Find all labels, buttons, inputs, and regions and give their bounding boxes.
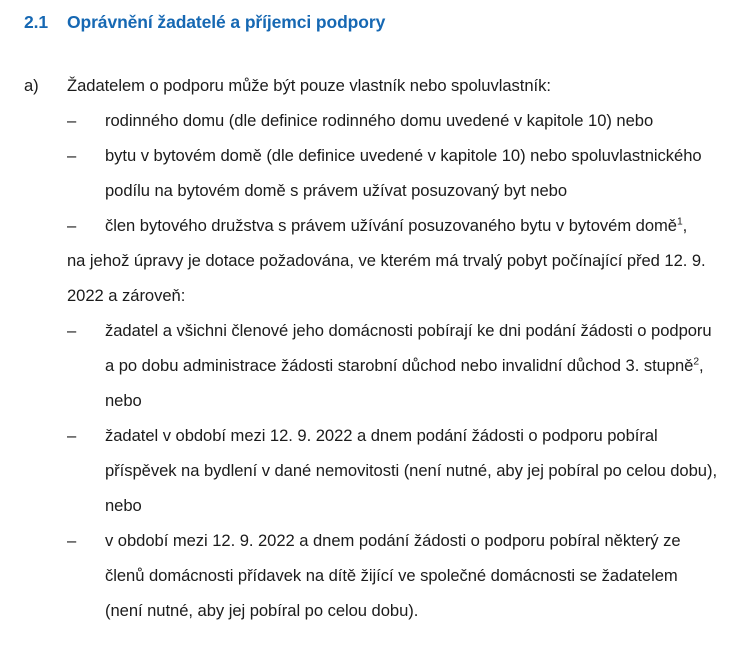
section-number: 2.1 [24,12,49,32]
list-item-text: rodinného domu (dle definice rodinného domu uvedené v kapitole 10) nebo [105,111,654,130]
dash-list-group-1 [67,103,719,243]
list-item [67,208,719,243]
list-item-text-tail: , nebo [105,356,704,410]
footnote-reference-1[interactable]: 1 [676,216,683,228]
list-item-text: v období mezi 12. 9. 2022 a dnem podání žádosti o podporu pobíral některý ze členů domácnosti přídavek na dítě žijící ve společné domácnosti se žadatelem (není nutné, aby jej pobíral po celou dobu). [105,531,681,620]
dash-marker-icon: – [67,146,77,165]
list-item [67,523,719,628]
dash-marker-icon: – [67,111,77,130]
dash-marker-icon: – [67,216,77,235]
list-item-text: žadatel v období mezi 12. 9. 2022 a dnem podání žádosti o podporu pobíral příspěvek na bydlení v dané nemovitosti (není nutné, aby jej pobíral po celou dobu), nebo [105,426,718,515]
list-item-text: bytu v bytovém domě (dle definice uvedené v kapitole 10) nebo spoluvlastnického podílu na bytovém domě s právem užívat posuzovaný byt nebo [105,146,702,200]
list-item-text-main: žadatel a všichni členové jeho domácnosti pobírají ke dni podání žádosti o podporu a po dobu administrace žádosti starobní důchod nebo invalidní důchod 3. stupně [105,321,712,375]
dash-marker-icon: – [67,426,77,445]
section-body [0,68,743,628]
intro-paragraph: Žadatelem o podporu může být pouze vlastník nebo spoluvlastník: [67,76,551,95]
section-heading [24,11,724,33]
middle-paragraph: na jehož úpravy je dotace požadována, ve kterém má trvalý pobyt počínající před 12. 9. 2022 a zároveň: [67,251,706,305]
list-marker-a: a) [24,76,39,95]
dash-marker-icon: – [67,531,77,550]
list-item-a-content [67,68,719,628]
dash-list-group-2 [67,313,719,628]
list-item [67,418,719,523]
dash-marker-icon: – [67,321,77,340]
list-item-text-main: člen bytového družstva s právem užívání posuzovaného bytu v bytovém domě [105,216,677,235]
list-item-text [105,313,719,418]
footnote-reference-2[interactable]: 2 [693,356,700,368]
list-item-a [0,68,743,628]
section-title: Oprávnění žadatelé a příjemci podpory [67,12,386,32]
list-item-text [105,208,719,243]
list-item-text-tail: , [682,216,688,235]
list-item [67,313,719,418]
list-item [67,103,719,138]
list-item [67,138,719,208]
